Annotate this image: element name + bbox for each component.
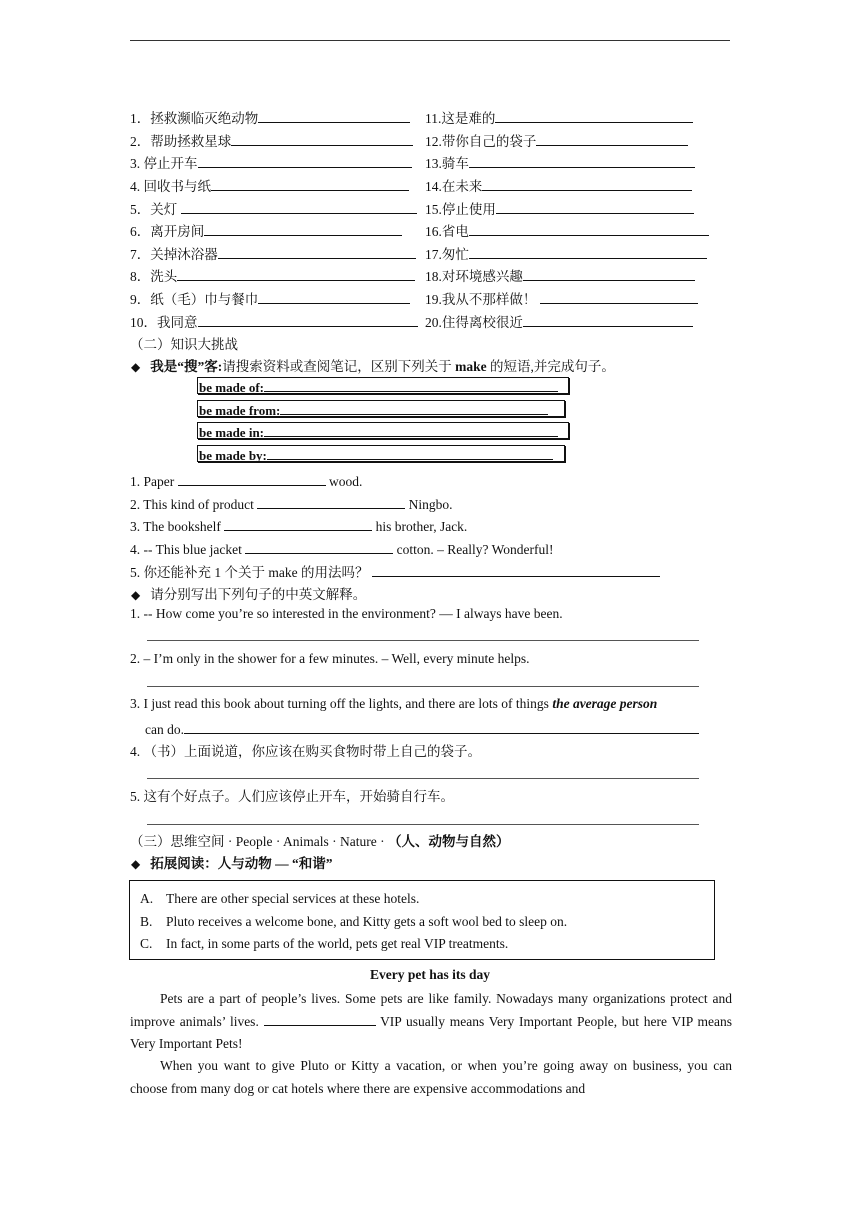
translate-item: 5. 这有个好点子。人们应该停止开车，开始骑自行车。 <box>130 789 454 804</box>
phrase-item: 17.匆忙 <box>425 243 707 263</box>
translate-item: 2. – I’m only in the shower for a few minutes. – Well, every minute helps. <box>130 651 530 666</box>
phrase-item: 2．帮助拯救星球 <box>130 130 413 150</box>
phrase-item: 8．洗头 <box>130 265 415 285</box>
fill-sentence: 1. Paper wood. <box>130 471 362 490</box>
phrase-item: 11.这是难的 <box>425 107 693 127</box>
option-item: B. Pluto receives a welcome bone, and Kitty gets a soft wool bed to sleep on. <box>140 914 568 929</box>
phrase-item: 3. 停止开车 <box>130 152 412 172</box>
make-phrase-box: be made of: <box>197 377 569 394</box>
phrase-item: 7．关掉沐浴器 <box>130 243 416 263</box>
phrase-item: 14.在未来 <box>425 175 692 195</box>
translate-item: 1. -- How come you’re so interested in the environment? — I always have been. <box>130 606 563 621</box>
header-rule <box>130 40 730 41</box>
phrase-item: 19.我从不那样做！ <box>425 288 698 308</box>
phrase-item: 15.停止使用 <box>425 198 694 218</box>
option-item: A. There are other special services at these hotels. <box>140 891 420 906</box>
phrase-item: 16.省电 <box>425 220 709 240</box>
phrase-item: 1．拯救濒临灭绝动物 <box>130 107 410 127</box>
fill-sentence: 3. The bookshelf his brother, Jack. <box>130 516 467 535</box>
fill-sentence: 4. -- This blue jacket cotton. – Really? Wonderful! <box>130 539 553 558</box>
task-instruction: ◆ 我是“搜”客:请搜索资料或查阅笔记，区别下列关于 make 的短语,并完成句子。 <box>131 359 615 374</box>
make-phrase-box: be made from: <box>197 400 565 417</box>
phrase-item: 12.带你自己的袋子 <box>425 130 688 150</box>
section-heading: （二）知识大挑战 <box>130 337 238 352</box>
option-item: C. In fact, in some parts of the world, pets get real VIP treatments. <box>140 936 509 951</box>
section-heading: （三）思维空间 · People · Animals · Nature · （人、动物与自然） <box>130 834 510 849</box>
fill-sentence: 5. 你还能补充 1 个关于 make 的用法吗？ <box>130 561 660 581</box>
phrase-item: 6．离开房间 <box>130 220 402 240</box>
make-phrase-box: be made by: <box>197 445 565 462</box>
phrase-item: 13.骑车 <box>425 152 695 172</box>
phrase-item: 4. 回收书与纸 <box>130 175 409 195</box>
options-box <box>129 880 715 960</box>
answer-line <box>147 824 699 825</box>
diamond-bullet-icon: ◆ <box>131 360 141 374</box>
task-instruction: ◆ 请分别写出下列句子的中英文解释。 <box>131 587 367 602</box>
phrase-item: 5．关灯 <box>130 198 417 218</box>
task-instruction: ◆ 拓展阅读：人与动物 — “和谐” <box>131 856 333 871</box>
phrase-item: 20.住得离校很近 <box>425 311 693 331</box>
make-phrase-box: be made in: <box>197 422 569 439</box>
diamond-bullet-icon: ◆ <box>131 857 141 871</box>
answer-line <box>147 640 699 641</box>
answer-line <box>147 686 699 687</box>
diamond-bullet-icon: ◆ <box>131 588 141 602</box>
phrase-item: 9．纸（毛）巾与餐巾 <box>130 288 410 308</box>
translate-item: 4. （书）上面说道，你应该在购买食物时带上自己的袋子。 <box>130 744 481 759</box>
passage-paragraph: When you want to give Pluto or Kitty a vacation, or when you’re going away on business, you can choose from many dog or cat hotels where there are expensive accommodations and <box>130 1058 732 1096</box>
fill-sentence: 2. This kind of product Ningbo. <box>130 494 453 513</box>
phrase-item: 18.对环境感兴趣 <box>425 265 695 285</box>
phrase-item: 10．我同意 <box>130 311 418 331</box>
passage-title: Every pet has its day <box>369 967 490 982</box>
passage-paragraph: Pets are a part of people’s lives. Some pets are like family. Nowadays many organizations protect and improve animals’ lives. VIP usually means Very Important People, but here VIP means Very Important Pets! <box>130 991 732 1052</box>
translate-item: 3. I just read this book about turning off the lights, and there are lots of things the average person <box>130 696 658 711</box>
answer-line <box>147 778 699 779</box>
translate-item-cont: can do. <box>145 719 699 738</box>
